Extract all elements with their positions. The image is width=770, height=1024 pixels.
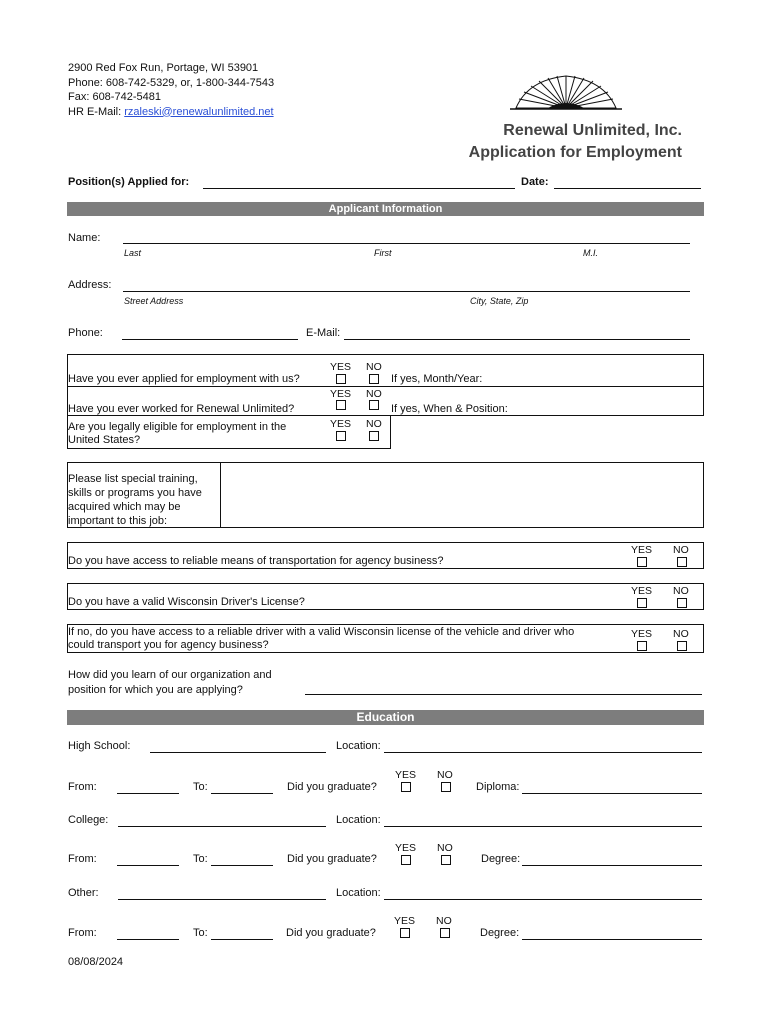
footer-date: 08/08/2024 — [68, 956, 124, 968]
date-label: Date: — [521, 176, 549, 188]
high-school-label: High School: — [68, 740, 131, 752]
name-mi-caption: M.I. — [583, 248, 598, 258]
divider — [67, 386, 704, 387]
q2-followup: If yes, When & Position: — [391, 403, 508, 415]
skills-line4: important to this job: — [68, 515, 168, 527]
college-from-field[interactable] — [117, 865, 179, 866]
date-field[interactable] — [554, 188, 701, 189]
other-field[interactable] — [118, 899, 326, 900]
skills-label — [68, 472, 202, 528]
license-no-checkbox[interactable] — [677, 598, 687, 608]
position-field[interactable] — [203, 188, 515, 189]
license-question: Do you have a valid Wisconsin Driver's License? — [68, 596, 305, 608]
q2-no-label: NO — [366, 388, 382, 400]
high-school-field[interactable] — [150, 752, 326, 753]
driver-line1: If no, do you have access to a reliable driver with a valid Wisconsin license of the vehicle and driver who — [68, 626, 575, 638]
phone-field[interactable] — [122, 339, 298, 340]
learn-line1: How did you learn of our organization and — [68, 669, 272, 681]
diploma-field[interactable] — [522, 793, 702, 794]
other-graduate-label: Did you graduate? — [286, 927, 376, 939]
name-field[interactable] — [123, 243, 690, 244]
college-label: College: — [68, 814, 109, 826]
college-no-checkbox[interactable] — [441, 855, 451, 865]
other-location-field[interactable] — [384, 899, 702, 900]
company-name: Renewal Unlimited, Inc. — [503, 122, 682, 139]
hs-from-field[interactable] — [117, 793, 179, 794]
transport-no-label: NO — [673, 544, 689, 556]
college-degree-label: Degree: — [481, 853, 521, 865]
other-degree-field[interactable] — [522, 939, 702, 940]
college-yes-checkbox[interactable] — [401, 855, 411, 865]
college-from-label: From: — [68, 853, 97, 865]
q2-no-checkbox[interactable] — [369, 400, 379, 410]
hs-no-label: NO — [437, 769, 453, 781]
transport-question: Do you have access to reliable means of transportation for agency business? — [68, 555, 444, 567]
other-to-label: To: — [193, 927, 208, 939]
q3-line2: United States? — [68, 434, 141, 446]
fax-line: Fax: 608-742-5481 — [68, 91, 161, 103]
hs-to-field[interactable] — [211, 793, 273, 794]
license-yes-label: YES — [631, 585, 653, 597]
college-graduate-label: Did you graduate? — [287, 853, 377, 865]
other-from-field[interactable] — [117, 939, 179, 940]
transport-yes-checkbox[interactable] — [637, 557, 647, 567]
q3-no-checkbox[interactable] — [369, 431, 379, 441]
driver-no-checkbox[interactable] — [677, 641, 687, 651]
other-no-checkbox[interactable] — [440, 928, 450, 938]
college-no-label: NO — [437, 842, 453, 854]
hs-yes-label: YES — [395, 769, 417, 781]
learn-line2: position for which you are applying? — [68, 684, 243, 696]
section-header-applicant: Applicant Information — [67, 202, 704, 216]
college-to-field[interactable] — [211, 865, 273, 866]
hr-email-label: HR E-Mail: — [68, 105, 125, 118]
college-yes-label: YES — [395, 842, 417, 854]
q2-yes-label: YES — [330, 388, 352, 400]
hs-yes-checkbox[interactable] — [401, 782, 411, 792]
diploma-label: Diploma: — [476, 781, 520, 793]
address-label: Address: — [68, 279, 112, 291]
college-to-label: To: — [193, 853, 208, 865]
skills-divider — [220, 462, 221, 528]
transport-yes-label: YES — [631, 544, 653, 556]
driver-line2: could transport you for agency business? — [68, 639, 269, 651]
hs-to-label: To: — [193, 781, 208, 793]
q3-line1: Are you legally eligible for employment in the — [68, 421, 287, 433]
q1-no-label: NO — [366, 361, 382, 373]
college-degree-field[interactable] — [522, 865, 702, 866]
high-school-location-field[interactable] — [384, 752, 702, 753]
other-to-field[interactable] — [211, 939, 273, 940]
address-line: 2900 Red Fox Run, Portage, WI 53901 — [68, 62, 259, 74]
skills-line2: skills or programs you have — [68, 487, 202, 499]
hs-graduate-label: Did you graduate? — [287, 781, 377, 793]
q1-yes-checkbox[interactable] — [336, 374, 346, 384]
driver-yes-checkbox[interactable] — [637, 641, 647, 651]
q3-no-label: NO — [366, 418, 382, 430]
other-label: Other: — [68, 887, 99, 899]
name-last-caption: Last — [124, 248, 142, 258]
college-location-label: Location: — [336, 814, 381, 826]
q1-followup: If yes, Month/Year: — [391, 373, 483, 385]
driver-question — [68, 626, 574, 652]
position-label: Position(s) Applied for: — [68, 176, 190, 188]
hr-email-line — [68, 105, 274, 120]
q2-text: Have you ever worked for Renewal Unlimited? — [68, 403, 295, 415]
q2-yes-checkbox[interactable] — [336, 400, 346, 410]
street-caption: Street Address — [124, 296, 184, 306]
q3-yes-label: YES — [330, 418, 352, 430]
high-school-location-label: Location: — [336, 740, 381, 752]
college-location-field[interactable] — [384, 826, 702, 827]
other-from-label: From: — [68, 927, 97, 939]
company-address-block — [68, 61, 274, 119]
skills-line3: acquired which may be — [68, 501, 181, 513]
name-first-caption: First — [374, 248, 392, 258]
q1-yes-label: YES — [330, 361, 352, 373]
section-header-education: Education — [67, 710, 704, 725]
q3-yes-checkbox[interactable] — [336, 431, 346, 441]
email-field[interactable] — [344, 339, 690, 340]
address-field[interactable] — [123, 291, 690, 292]
driver-no-label: NO — [673, 628, 689, 640]
name-label: Name: — [68, 232, 101, 244]
form-title: Application for Employment — [468, 144, 682, 161]
company-logo-icon — [508, 68, 624, 112]
transport-no-checkbox[interactable] — [677, 557, 687, 567]
skills-line1: Please list special training, — [68, 473, 198, 485]
phone-label: Phone: — [68, 327, 103, 339]
phone-line: Phone: 608-742-5329, or, 1-800-344-7543 — [68, 76, 275, 89]
other-yes-checkbox[interactable] — [400, 928, 410, 938]
email-label: E-Mail: — [306, 327, 341, 339]
other-degree-label: Degree: — [480, 927, 520, 939]
q1-no-checkbox[interactable] — [369, 374, 379, 384]
skills-field[interactable] — [222, 464, 702, 526]
driver-yes-label: YES — [631, 628, 653, 640]
license-no-label: NO — [673, 585, 689, 597]
city-caption: City, State, Zip — [470, 296, 529, 306]
q3-text — [68, 421, 286, 447]
q1-text: Have you ever applied for employment with us? — [68, 373, 300, 385]
other-no-label: NO — [436, 915, 452, 927]
hr-email-link[interactable]: rzaleski@renewalunlimited.net — [124, 105, 274, 118]
hs-from-label: From: — [68, 781, 97, 793]
other-location-label: Location: — [336, 887, 381, 899]
college-field[interactable] — [118, 826, 326, 827]
learn-field[interactable] — [305, 694, 702, 695]
license-yes-checkbox[interactable] — [637, 598, 647, 608]
learn-question — [68, 668, 272, 698]
hs-no-checkbox[interactable] — [441, 782, 451, 792]
other-yes-label: YES — [394, 915, 416, 927]
